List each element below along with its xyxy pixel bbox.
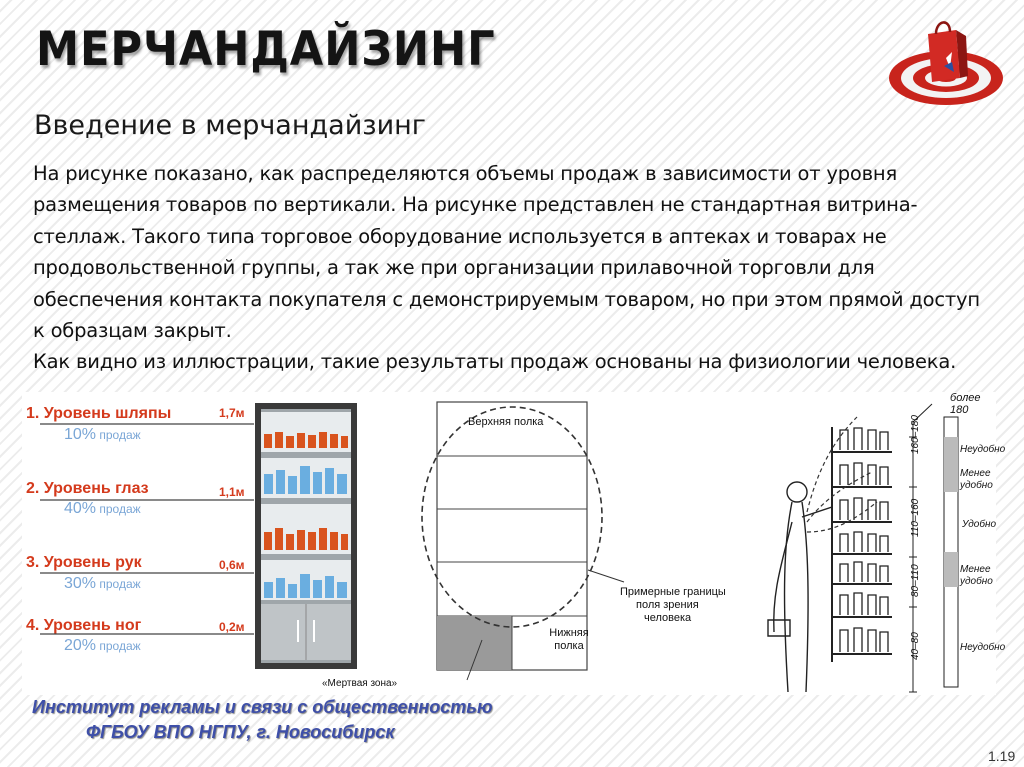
page-number: 1.19 — [988, 748, 1016, 764]
height-label: 80–110 — [910, 564, 921, 597]
zone-label: Неудобно — [960, 642, 1006, 653]
level-percent: 40% продаж — [64, 500, 141, 517]
level-percent: 10% продаж — [64, 426, 141, 443]
level-percent: 30% продаж — [64, 575, 141, 592]
showcase-cabinet — [254, 402, 359, 672]
level-height: 1,1м — [219, 485, 245, 499]
zone-label: Менее удобно — [960, 564, 993, 587]
zone-label: Неудобно — [960, 444, 1006, 455]
level-height: 0,6м — [219, 558, 245, 572]
footer-university: ФГБОУ ВПО НГПУ, г. Новосибирск — [86, 722, 395, 742]
level-height: 1,7м — [219, 406, 245, 420]
height-label: 110–160 — [910, 498, 921, 537]
zone-label: Менее удобно — [960, 468, 993, 491]
top-shelf-label: Верхняя полка — [468, 416, 544, 428]
height-label: 40–80 — [910, 632, 921, 660]
levels-figure — [22, 392, 357, 695]
vision-bounds-label: Примерные границы поля зрения человека — [620, 586, 726, 624]
figure-panel — [22, 392, 1006, 695]
rack-figure — [762, 392, 1006, 695]
level-name: 2. Уровень глаз — [26, 480, 149, 497]
zone-label: Удобно — [962, 519, 997, 530]
body-text — [33, 158, 988, 378]
slide-title: МЕРЧАНДАЙЗИНГ — [36, 22, 496, 77]
level-percent: 20% продаж — [64, 637, 141, 654]
level-height: 0,2м — [219, 620, 245, 634]
dead-zone-label: «Мертвая зона» — [322, 678, 398, 689]
level-name: 1. Уровень шляпы — [26, 405, 172, 422]
paragraph: Как видно из иллюстрации, такие результаты продаж основаны на физиологии человека. — [33, 350, 957, 374]
rack-top-label: более 180 — [950, 392, 981, 416]
slide-subtitle: Введение в мерчандайзинг — [34, 110, 426, 141]
footer-institute: Институт рекламы и связи с общественностью — [32, 697, 493, 717]
bottom-shelf-label: Нижняя полка — [549, 627, 589, 652]
level-name: 3. Уровень рук — [26, 554, 142, 571]
vision-figure — [412, 392, 652, 695]
logo-target-bag-icon — [886, 18, 1008, 108]
paragraph: На рисунке показано, как распределяются объемы продаж в зависимости от уровня размещения товаров по вертикали. На рисунке представлен не стандартная витрина-стеллаж. Такого типа торговое оборудование используется в аптеках и товарах не продовольственной группы, а так же при организации прилавочной торговли для обеспечения контакта покупателя с демонстрируемым товаром, но при этом прямой доступ к образцам закрыт. — [33, 162, 980, 343]
height-label: 160–180 — [910, 415, 921, 454]
level-name: 4. Уровень ног — [26, 617, 142, 634]
